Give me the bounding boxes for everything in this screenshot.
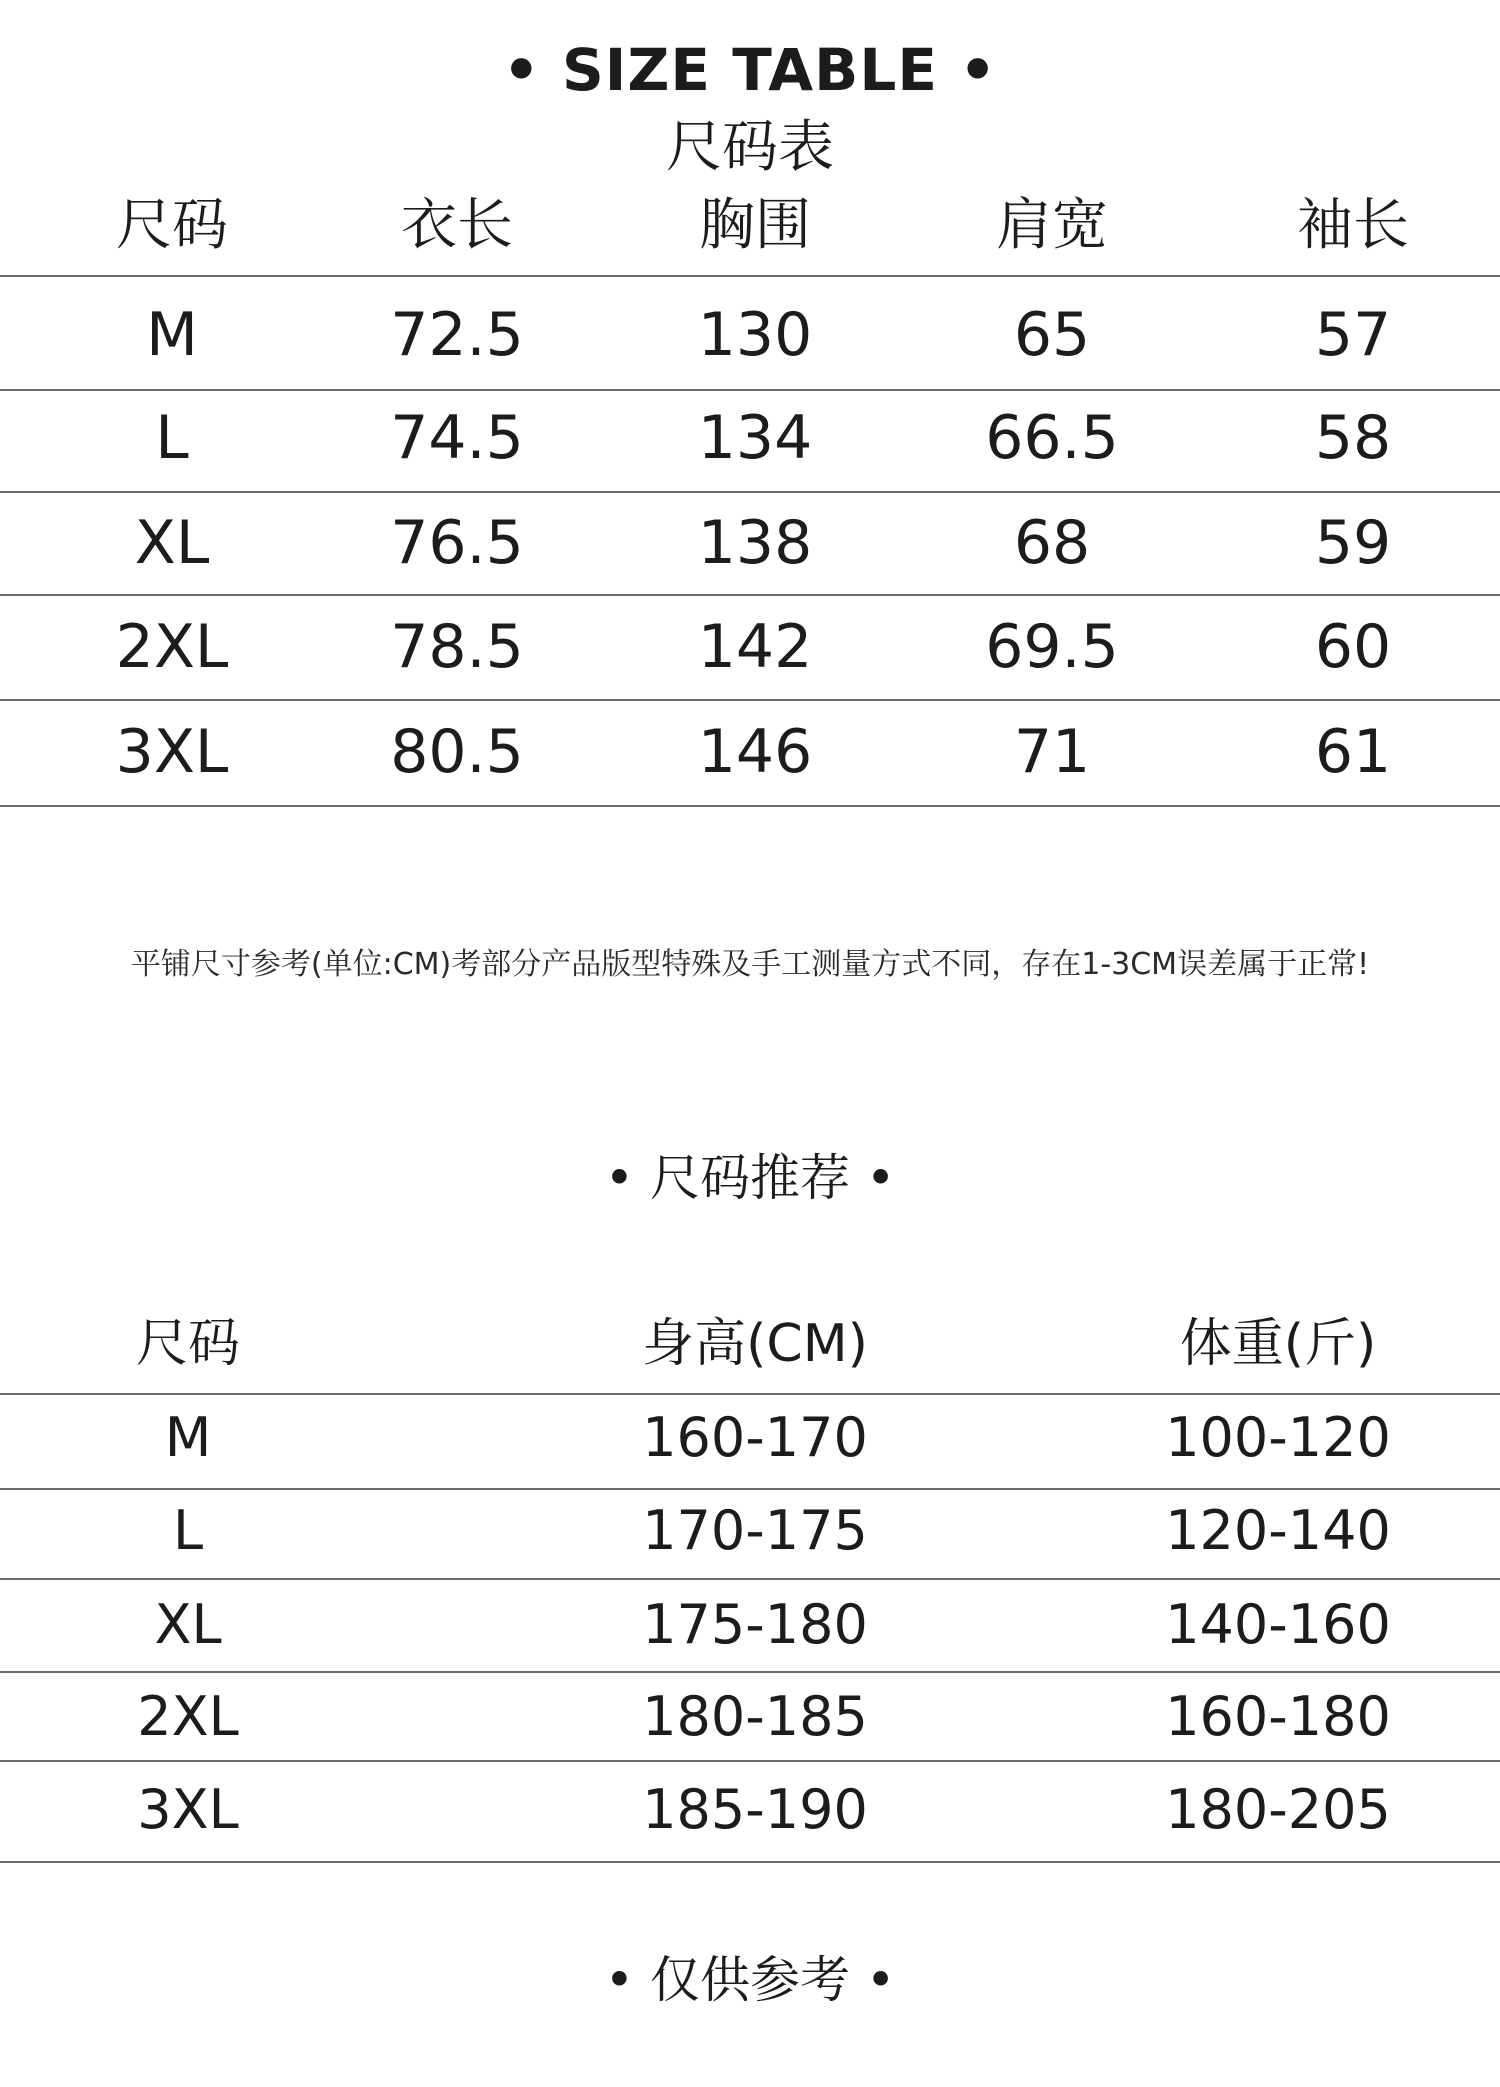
size-table-cell: 68 <box>1013 508 1091 578</box>
recommend-table-cell: 140-160 <box>1165 1593 1391 1656</box>
recommend-table-cell: XL <box>154 1593 222 1656</box>
size-table-header-cell: 袖长 <box>1297 193 1409 258</box>
size-table-divider <box>0 805 1500 807</box>
recommend-table-cell: 3XL <box>137 1778 239 1841</box>
recommend-table-divider <box>0 1578 1500 1580</box>
recommend-table-divider <box>0 1671 1500 1673</box>
size-table-cell: 61 <box>1314 717 1392 787</box>
size-table-divider <box>0 699 1500 701</box>
size-table-cell: 65 <box>1013 300 1091 370</box>
size-table-cell: 66.5 <box>985 403 1119 473</box>
size-table-cell: 76.5 <box>390 508 524 578</box>
size-table-cell: 78.5 <box>390 612 524 682</box>
size-table-cell: 142 <box>697 612 813 682</box>
size-table-divider <box>0 491 1500 493</box>
measurement-note: 平铺尺寸参考(单位:CM)考部分产品版型特殊及手工测量方式不同，存在1-3CM误差属于正常! <box>130 947 1370 982</box>
recommend-table-header-cell: 尺码 <box>135 1314 240 1374</box>
recommend-table-cell: 170-175 <box>642 1499 868 1562</box>
recommend-table-cell: 180-185 <box>642 1685 868 1748</box>
size-table-cell: 60 <box>1314 612 1392 682</box>
size-table-cell: 138 <box>697 508 813 578</box>
recommend-table-cell: 160-180 <box>1165 1685 1391 1748</box>
size-table-header-cell: 肩宽 <box>996 193 1108 258</box>
size-table-cell: 134 <box>697 403 813 473</box>
recommend-table-divider <box>0 1760 1500 1762</box>
size-table-cell: 80.5 <box>390 717 524 787</box>
recommend-table-cell: 2XL <box>137 1685 239 1748</box>
recommend-table-cell: M <box>164 1406 212 1469</box>
recommend-table-divider <box>0 1488 1500 1490</box>
size-table-divider <box>0 594 1500 596</box>
recommend-table-header-cell: 身高(CM) <box>642 1314 868 1374</box>
size-table-cell: 59 <box>1314 508 1392 578</box>
recommend-table-divider <box>0 1393 1500 1395</box>
size-table-cell: 57 <box>1314 300 1392 370</box>
size-table-cell: 72.5 <box>390 300 524 370</box>
size-table-cell: 74.5 <box>390 403 524 473</box>
recommend-table-cell: 120-140 <box>1165 1499 1391 1562</box>
size-table-cell: 58 <box>1314 403 1392 473</box>
recommend-table-cell: 180-205 <box>1165 1778 1391 1841</box>
recommend-table-cell: 100-120 <box>1165 1406 1391 1469</box>
recommend-table-header-cell: 体重(斤) <box>1179 1314 1377 1374</box>
size-table-divider <box>0 389 1500 391</box>
size-table-divider <box>0 275 1500 277</box>
size-table-header-cell: 胸围 <box>699 193 811 258</box>
size-table-cell: 130 <box>697 300 813 370</box>
recommend-table-cell: 175-180 <box>642 1593 868 1656</box>
size-table-cell: 146 <box>697 717 813 787</box>
size-table-cell: M <box>146 300 198 370</box>
size-table-header-cell: 尺码 <box>116 193 228 258</box>
size-table-cell: 2XL <box>115 612 229 682</box>
recommend-table-cell: L <box>172 1499 204 1562</box>
recommend-title: • 尺码推荐 • <box>604 1149 896 1207</box>
page-subtitle: 尺码表 <box>666 115 834 180</box>
size-table-cell: 3XL <box>115 717 229 787</box>
size-table-cell: L <box>155 403 189 473</box>
size-table-cell: 69.5 <box>985 612 1119 682</box>
recommend-table-divider <box>0 1861 1500 1863</box>
footer-note: • 仅供参考 • <box>604 1951 896 2009</box>
size-table-header-cell: 衣长 <box>401 193 513 258</box>
recommend-table-cell: 160-170 <box>642 1406 868 1469</box>
page-title: • SIZE TABLE • <box>502 36 998 104</box>
size-table-cell: XL <box>134 508 210 578</box>
size-table-cell: 71 <box>1013 717 1091 787</box>
recommend-table-cell: 185-190 <box>642 1778 868 1841</box>
